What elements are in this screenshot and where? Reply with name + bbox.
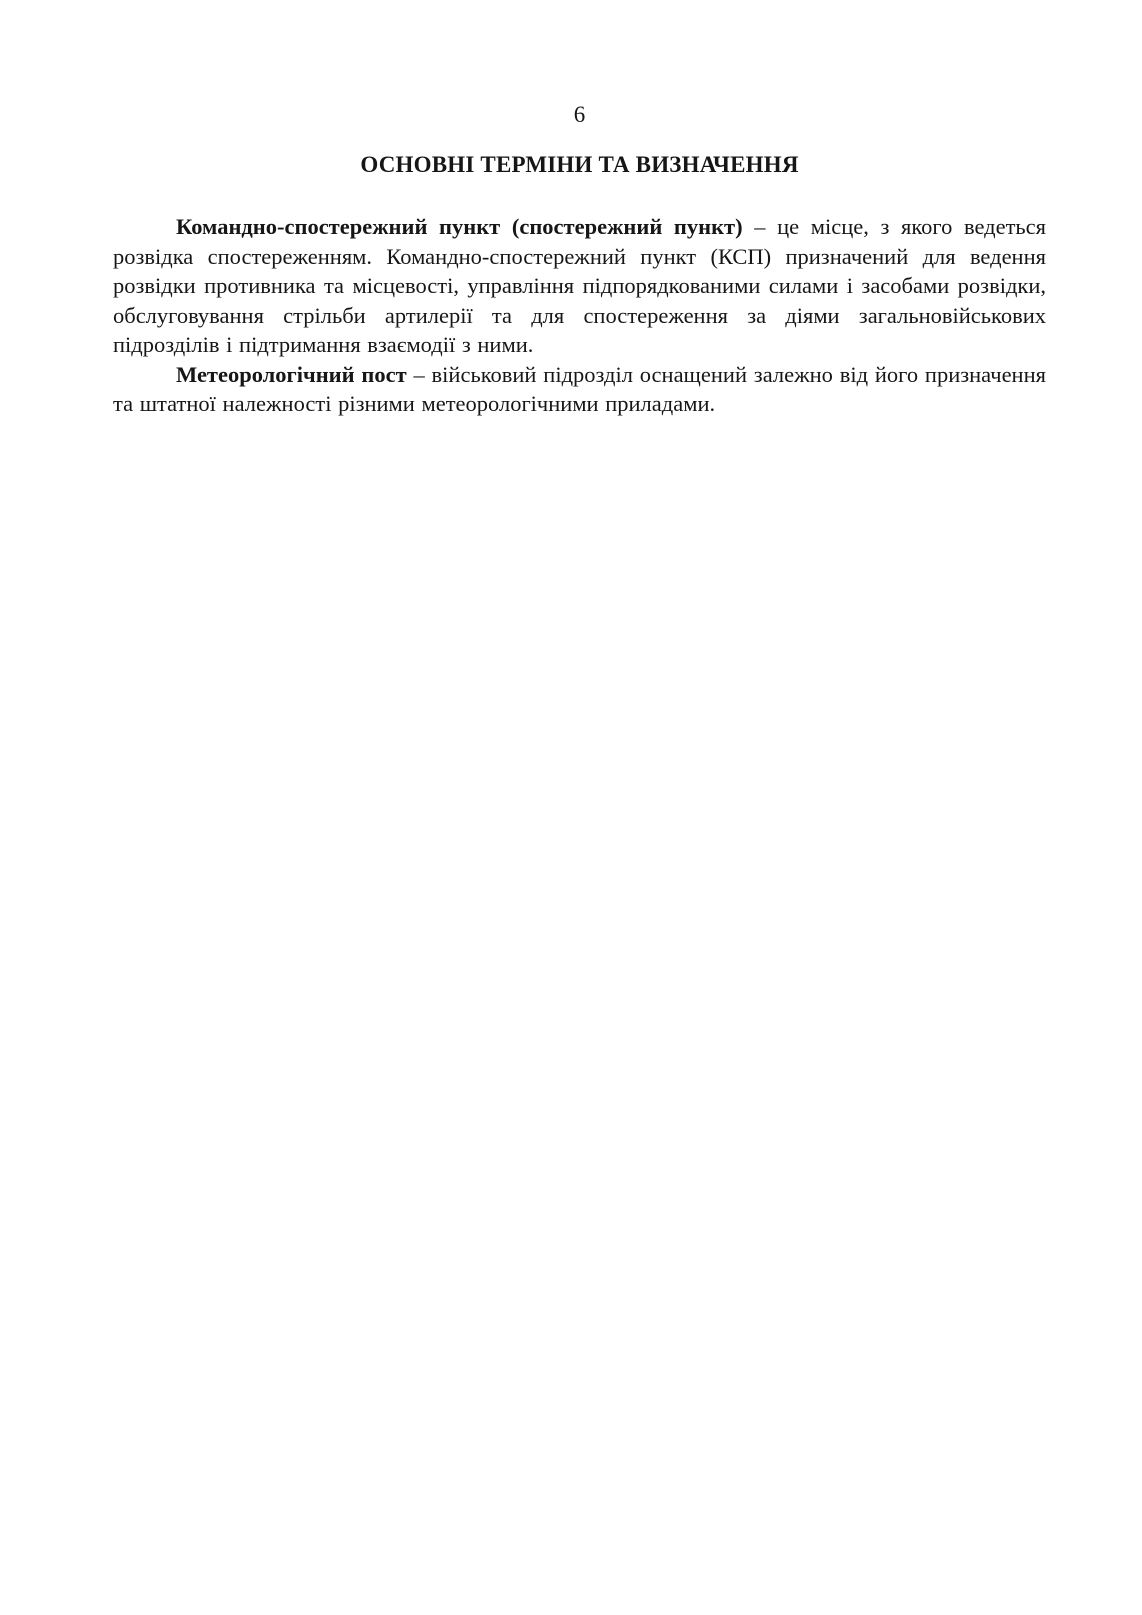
page-title: ОСНОВНІ ТЕРМІНИ ТА ВИЗНАЧЕННЯ <box>360 152 799 177</box>
text-column <box>113 102 1046 419</box>
definition-paragraph-ksp <box>113 212 1046 360</box>
page-number: 6 <box>573 102 586 127</box>
term-meteorological-post: Метеорологічний пост <box>176 361 407 387</box>
document-body <box>113 212 1046 419</box>
definition-paragraph-meteo <box>113 360 1046 419</box>
definition-text: – військовий підрозділ оснащений залежно від його призначення та штатної належності різними метеорологічними приладами. <box>113 361 1046 416</box>
definition-text: – це місце, з якого ведеться розвідка спостереженням. Командно-спостережний пункт (КСП) призначений для ведення розвідки противника та місцевості, управління підпорядкованими силами і засобами розвідки, обслуговування стрільби артилерії та для спостереження за діями загальновійськових підрозділів і підтримання взаємодії з ними. <box>113 214 1046 357</box>
term-command-observation-post: Командно-спостережний пункт (спостережний пункт) <box>176 214 743 239</box>
